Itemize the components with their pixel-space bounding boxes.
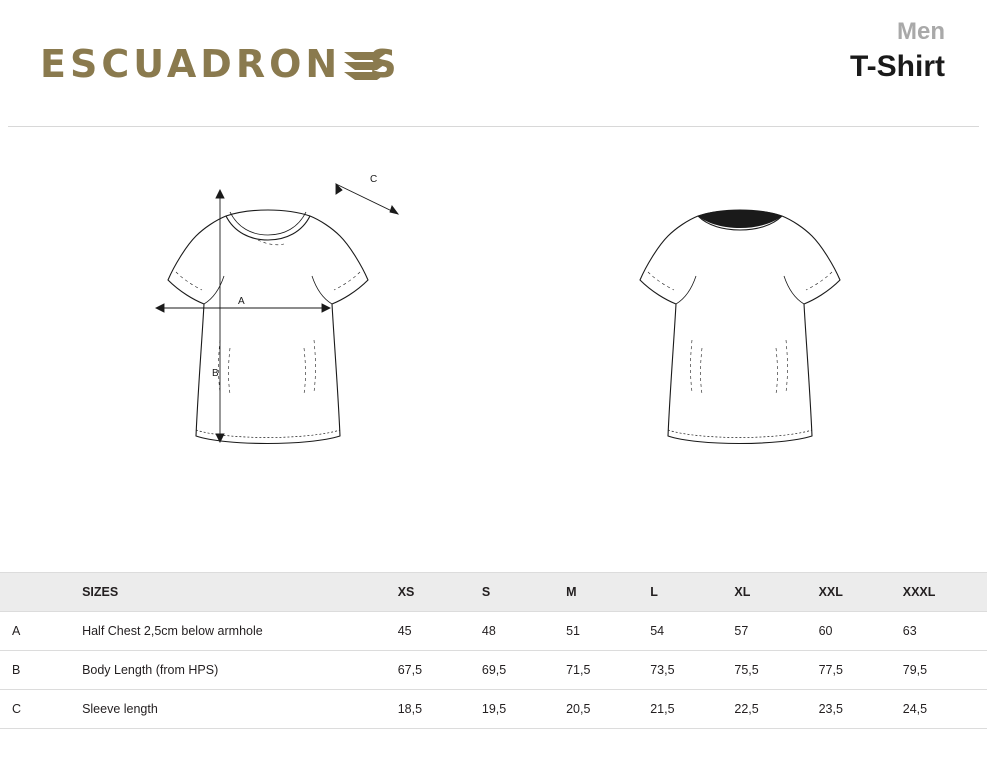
front-caption: FRONT <box>226 570 272 584</box>
title-block <box>850 18 945 86</box>
measure-label-a: A <box>238 296 245 307</box>
row-value-xxxl: 79,5 <box>902 663 928 677</box>
row-value-xs: 67,5 <box>397 663 423 677</box>
row-key: A <box>12 624 21 638</box>
table-row <box>0 612 987 651</box>
row-value-m: 20,5 <box>566 702 591 716</box>
header-cell-xxl: XXL <box>818 585 843 599</box>
row-key: B <box>12 663 21 677</box>
row-description: Body Length (from HPS) <box>82 663 219 677</box>
header-cell-sizes: SIZES <box>82 585 119 599</box>
page-title: T-Shirt <box>850 50 945 83</box>
table-header-row <box>0 573 987 612</box>
header-cell-xl: XL <box>734 585 751 599</box>
header-cell-key <box>0 573 82 612</box>
brand-name-right: S <box>369 42 401 86</box>
measure-arrow-c <box>336 184 398 214</box>
measure-label-b: B <box>212 368 219 379</box>
row-value-xxl: 60 <box>818 624 833 638</box>
row-value-s: 48 <box>481 624 496 638</box>
row-value-m: 51 <box>566 624 580 638</box>
table-row <box>0 651 987 690</box>
measure-label-c: C <box>370 174 378 185</box>
row-value-l: 73,5 <box>650 663 675 677</box>
brand-name-left: ESCUADRON <box>40 42 342 86</box>
row-value-m: 71,5 <box>566 663 591 677</box>
row-value-xl: 57 <box>734 624 749 638</box>
tshirt-back-illustration <box>590 180 890 480</box>
header-cell-m: M <box>566 585 577 599</box>
row-value-xs: 18,5 <box>397 702 423 716</box>
row-description: Sleeve length <box>82 702 158 716</box>
header-cell-s: S <box>481 585 491 599</box>
brand-logo <box>40 42 401 86</box>
row-value-xxl: 23,5 <box>818 702 843 716</box>
row-value-s: 19,5 <box>481 702 507 716</box>
row-value-xxl: 77,5 <box>818 663 843 677</box>
page-header <box>0 0 987 122</box>
header-cell-xxxl: XXXL <box>902 585 936 599</box>
size-table <box>0 572 987 729</box>
category-label: Men <box>897 18 945 45</box>
size-table-head <box>0 573 987 612</box>
row-value-xl: 22,5 <box>734 702 759 716</box>
row-value-xxxl: 24,5 <box>902 702 928 716</box>
tshirt-front-illustration <box>108 174 438 480</box>
row-value-xs: 45 <box>397 624 412 638</box>
illustration-area <box>0 122 987 584</box>
table-row <box>0 690 987 729</box>
row-value-xl: 75,5 <box>734 663 759 677</box>
row-value-s: 69,5 <box>481 663 507 677</box>
row-description: Half Chest 2,5cm below armhole <box>82 624 263 638</box>
chevron-rank-icon <box>342 46 368 82</box>
row-value-l: 21,5 <box>650 702 675 716</box>
row-value-xxxl: 63 <box>902 624 917 638</box>
size-table-body <box>0 612 987 729</box>
header-cell-l: L <box>650 585 658 599</box>
header-cell-xs: XS <box>397 585 415 599</box>
row-key: C <box>12 702 22 716</box>
row-value-l: 54 <box>650 624 665 638</box>
back-caption: BACK <box>696 570 733 584</box>
